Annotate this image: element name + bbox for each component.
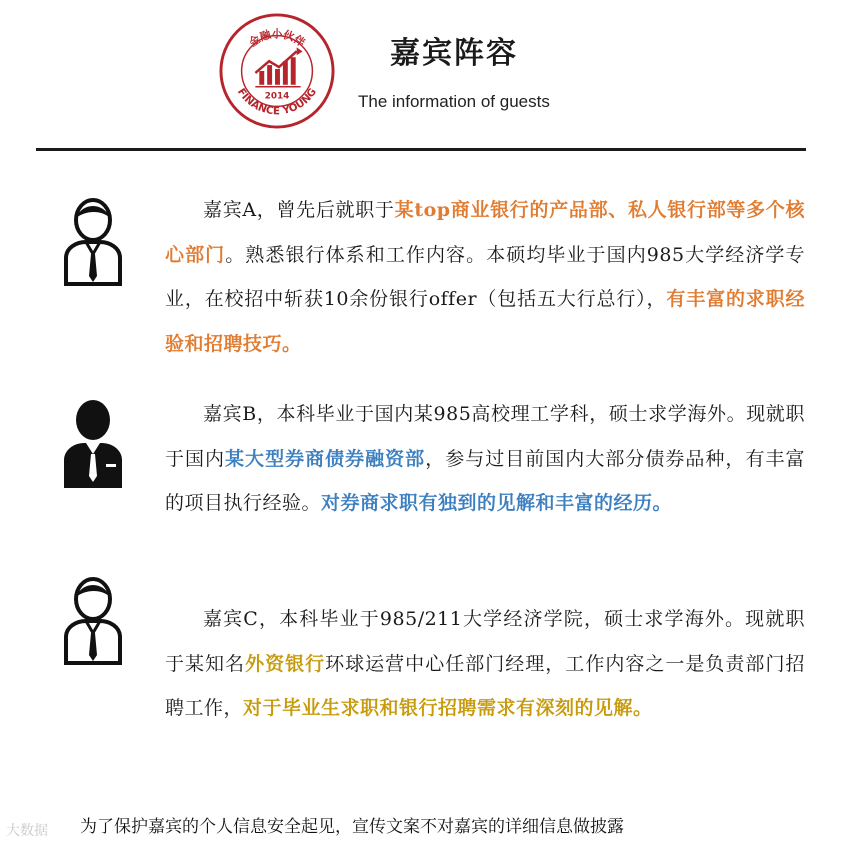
logo-year: 2014 — [264, 91, 290, 102]
bio-text: 。熟悉银行体系和工作内容。本硕均毕业于国内985大学经济学专业，在校招中斩获10余份银行offer（包括五大行总行）， — [165, 243, 805, 310]
watermark: 大数据 — [6, 823, 48, 839]
page-subtitle: The information of guests — [358, 92, 550, 111]
logo-top-text: 金融小伙伴 — [246, 27, 308, 50]
logo-bottom-text: FINANCE YOUNG — [234, 86, 320, 118]
bio-text: 嘉宾A，曾先后就职于 — [203, 199, 395, 221]
highlighted-text: 有丰富的求职经验和招聘技巧。 — [165, 288, 805, 355]
bio-text: 嘉宾C，本科毕业于985/211大学经济学院，硕士求学海外。现就职于某知名 — [165, 608, 805, 675]
highlighted-text: 对于毕业生求职和银行招聘需求有深刻的见解。 — [243, 697, 653, 719]
bio-text: 嘉宾B，本科毕业于国内某985高校理工学科，硕士求学海外。现就职于国内 — [165, 403, 805, 470]
highlighted-text: 某大型券商债券融资部 — [225, 447, 426, 470]
guest-bio — [165, 392, 805, 526]
highlighted-text: 外资银行 — [245, 652, 326, 675]
person-outline-icon — [62, 575, 124, 665]
page-header — [0, 0, 843, 150]
person-outline-icon — [62, 196, 124, 286]
bio-text: 环球运营中心任部门经理，工作内容之一是负责部门招聘工作， — [165, 652, 805, 719]
highlighted-text: 对券商求职有独到的见解和丰富的经历。 — [321, 492, 673, 514]
bio-text: ，参与过目前国内大部分债券品种，有丰富的项目执行经验。 — [165, 447, 805, 514]
page-title: 嘉宾阵容 — [390, 36, 518, 71]
person-filled-icon — [62, 398, 124, 488]
highlighted-text: 某top商业银行的产品部、私人银行部等多个核心部门 — [165, 199, 805, 266]
header-divider — [36, 148, 806, 151]
privacy-note: 为了保护嘉宾的个人信息安全起见，宣传文案不对嘉宾的详细信息做披露 — [80, 817, 624, 837]
guest-bio — [165, 188, 805, 366]
svg-text:金融小伙伴 — [246, 27, 308, 50]
guest-bio — [165, 597, 805, 731]
finance-young-logo — [218, 12, 336, 130]
